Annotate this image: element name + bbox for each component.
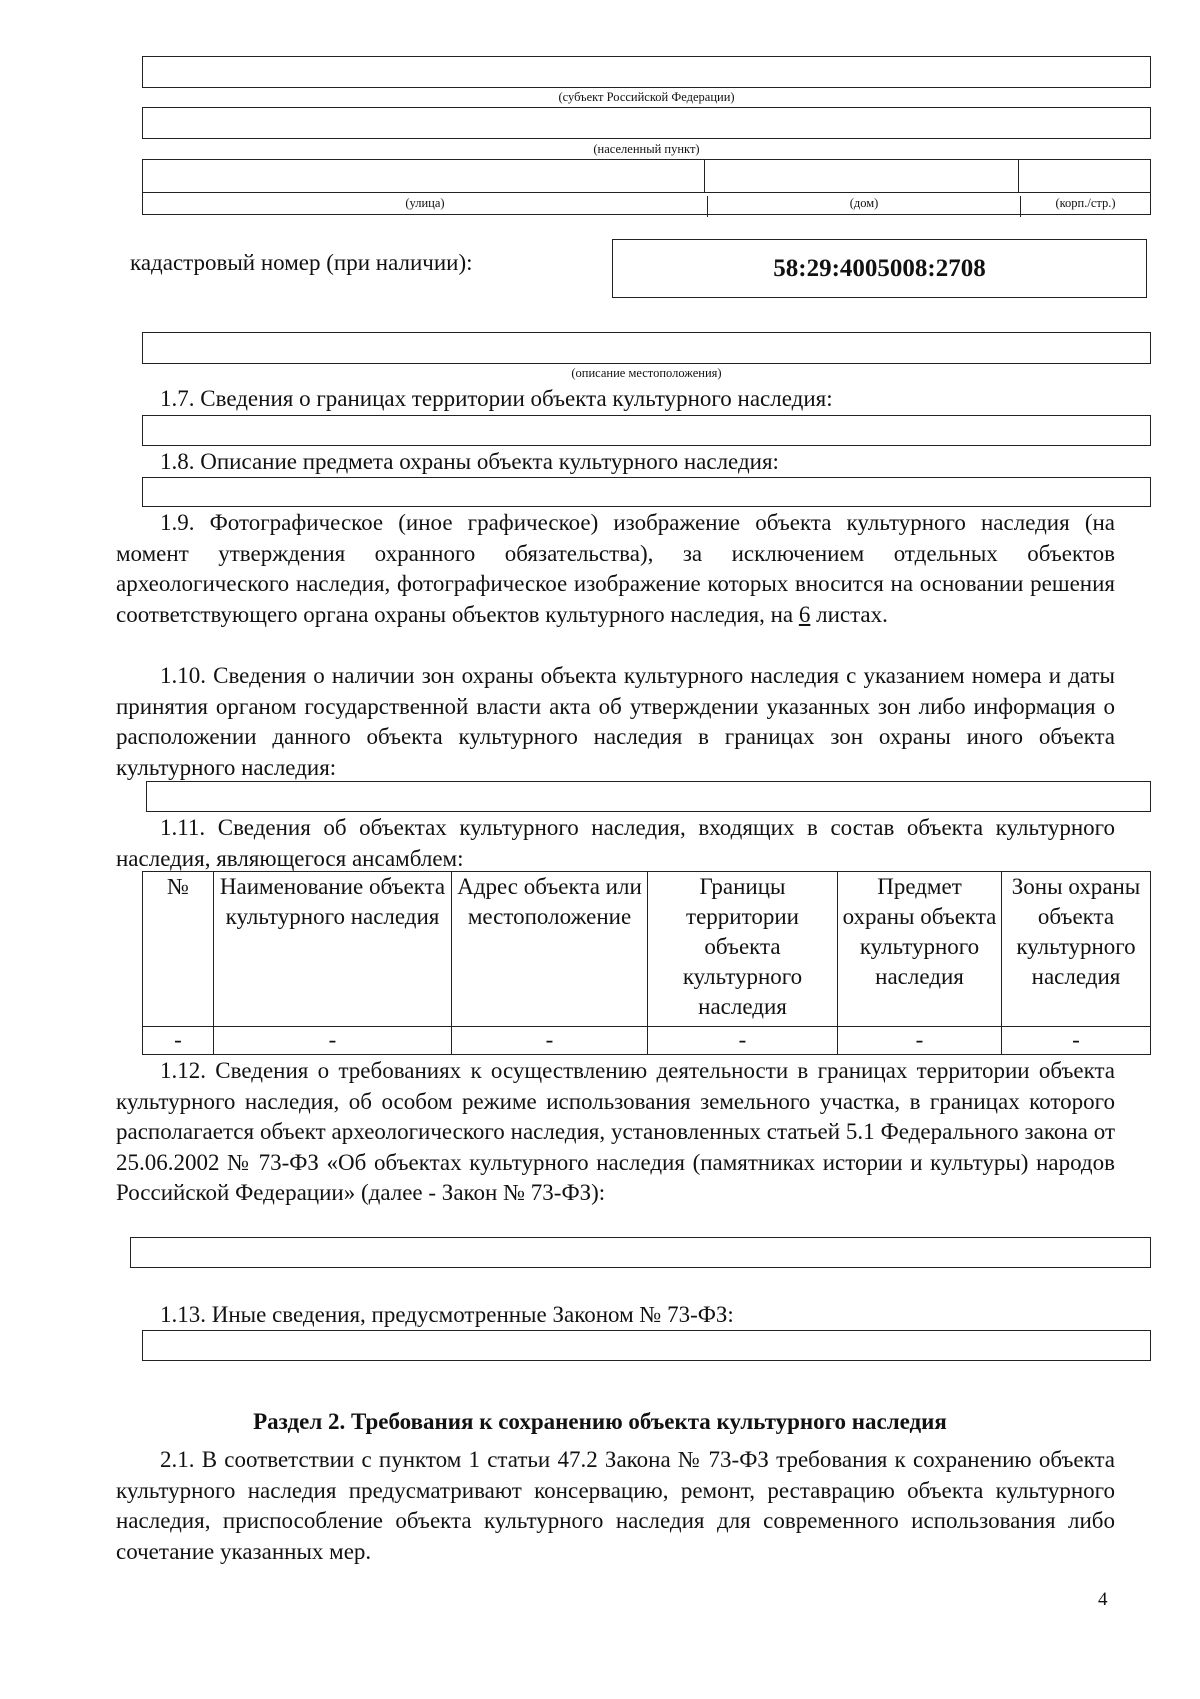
cadastral-label: кадастровый номер (при наличии): xyxy=(130,250,473,275)
location-description-field[interactable] xyxy=(142,332,1151,364)
col-address: Адрес объекта или местоположение xyxy=(452,872,648,1027)
cadastral-number-value: 58:29:4005008:2708 xyxy=(773,254,986,282)
item-1-9-paragraph xyxy=(116,508,1115,630)
item-1-12-paragraph: 1.12. Сведения о требованиях к осуществлению деятельности в границах территории объекта культурного наследия, об особом режиме использования земельного участка, в границах которого располагается объект археологического наследия, установленных статьей 5.1 Федерального закона от 25.06.2002 № 73-ФЗ «Об объектах культурного наследия (памятниках истории и культуры) народов Российской Федерации» (далее - Закон № 73-ФЗ): xyxy=(116,1058,1115,1205)
street-caption: (улица) xyxy=(143,196,708,217)
subject-caption: (субъект Российской Федерации) xyxy=(558,90,735,104)
ensemble-objects-table xyxy=(142,871,1151,1055)
col-number: № xyxy=(143,872,214,1027)
table-cell: - xyxy=(214,1027,452,1055)
table-row xyxy=(143,1027,1151,1055)
col-boundaries: Границы территории объекта культурного наследия xyxy=(648,872,838,1027)
location-description-caption: (описание местоположения) xyxy=(571,366,722,380)
house-field[interactable] xyxy=(705,160,1019,192)
col-protection-subject: Предмет охраны объекта культурного наследия xyxy=(838,872,1002,1027)
subject-field[interactable] xyxy=(142,56,1151,88)
item-1-7-title: 1.7. Сведения о границах территории объекта культурного наследия: xyxy=(160,386,833,411)
table-cell: - xyxy=(1002,1027,1151,1055)
col-name: Наименование объекта культурного наследия xyxy=(214,872,452,1027)
col-protection-zones: Зоны охраны объекта культурного наследия xyxy=(1002,872,1151,1027)
street-house-row xyxy=(142,159,1151,193)
table-cell: - xyxy=(648,1027,838,1055)
house-caption: (дом) xyxy=(708,196,1021,217)
section-2-heading: Раздел 2. Требования к сохранению объекта культурного наследия xyxy=(253,1409,947,1434)
settlement-caption: (населенный пункт) xyxy=(593,142,700,156)
item-1-9-text: 1.9. Фотографическое (иное графическое) изображение объекта культурного наследия (на момент утверждения охранного обязательства), за исключением отдельных объектов археологического наследия, фотографическое изображение которых вносится на основании решения соответствующего органа охраны объектов культурного наследия, на xyxy=(116,510,1115,627)
street-house-captions xyxy=(142,193,1151,215)
table-cell: - xyxy=(452,1027,648,1055)
item-1-13-field[interactable] xyxy=(142,1330,1151,1361)
cadastral-number-field[interactable] xyxy=(612,239,1147,298)
item-1-10-field[interactable] xyxy=(146,781,1151,812)
item-1-10-paragraph: 1.10. Сведения о наличии зон охраны объекта культурного наследия с указанием номера и даты принятия органом государственной власти акта об утверждении указанных зон либо информация о расположении данного объекта культурного наследия в границах зон охраны иного объекта культурного наследия: xyxy=(116,663,1115,780)
street-field[interactable] xyxy=(143,160,705,192)
item-1-9-sheets-number: 6 xyxy=(798,601,811,627)
table-header-row xyxy=(143,872,1151,1027)
item-1-7-field[interactable] xyxy=(142,415,1151,446)
item-1-8-title: 1.8. Описание предмета охраны объекта культурного наследия: xyxy=(160,449,779,474)
table-cell: - xyxy=(143,1027,214,1055)
building-field[interactable] xyxy=(1019,160,1150,192)
settlement-field[interactable] xyxy=(142,107,1151,139)
item-1-13-title: 1.13. Иные сведения, предусмотренные Законом № 73-ФЗ: xyxy=(160,1302,734,1327)
page-number: 4 xyxy=(1098,1589,1108,1610)
building-caption: (корп./стр.) xyxy=(1055,196,1116,210)
item-2-1-paragraph: 2.1. В соответствии с пунктом 1 статьи 47.2 Закона № 73-ФЗ требования к сохранению объекта культурного наследия предусматривают консервацию, ремонт, реставрацию объекта культурного наследия, приспособление объекта культурного наследия для современного использования либо сочетание указанных мер. xyxy=(116,1447,1115,1564)
item-1-12-field[interactable] xyxy=(130,1237,1151,1268)
item-1-9-sheets-word: листах. xyxy=(810,601,888,627)
item-1-11-paragraph: 1.11. Сведения об объектах культурного наследия, входящих в состав объекта культурного наследия, являющегося ансамблем: xyxy=(116,815,1115,871)
item-1-8-field[interactable] xyxy=(142,477,1151,507)
table-cell: - xyxy=(838,1027,1002,1055)
